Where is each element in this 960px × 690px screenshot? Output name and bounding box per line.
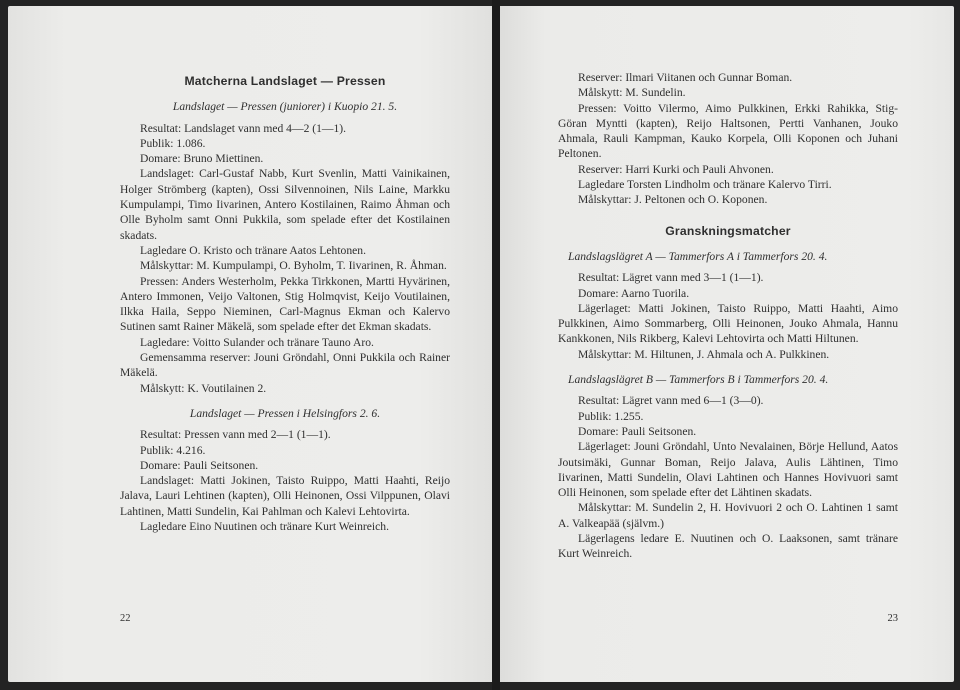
- section-heading: Granskningsmatcher: [665, 223, 791, 238]
- team-lineup: Landslaget: Matti Jokinen, Taisto Ruippo, Matti Haahti, Reijo Jalava, Lauri Lehtinen (kapten), Olli Heinonen, Ossi Vilppunen, Olavi Lahtinen, Matti Sundelin, Kai Pahlman och Kalevi Lehtovirta.: [120, 474, 450, 518]
- team-leader: Lagledare O. Kristo och tränare Aatos Lehtonen.: [140, 243, 366, 257]
- match-referee: Domare: Pauli Seitsonen.: [578, 424, 697, 438]
- match-referee: Domare: Aarno Tuorila.: [578, 286, 690, 300]
- match-result: Resultat: Landslaget vann med 4—2 (1—1).: [140, 121, 347, 135]
- match-scorers: Målskyttar: J. Peltonen och O. Koponen.: [578, 193, 768, 207]
- match-reserves: Reserver: Ilmari Viitanen och Gunnar Boman.: [578, 71, 793, 84]
- spacer: [120, 396, 450, 406]
- match-title: Landslaget — Pressen i Helsingfors 2. 6.: [189, 406, 381, 420]
- match-scorers: Målskytt: M. Sundelin.: [578, 86, 686, 100]
- section-heading: Matcherna Landslaget — Pressen: [184, 74, 386, 88]
- match-referee: Domare: Pauli Seitsonen.: [140, 458, 259, 472]
- team-lineup: Lägerlaget: Matti Jokinen, Taisto Ruippo, Matti Haahti, Aimo Pulkkinen, Aimo Sommarberg, Olli Heinonen, Jouko Ahmala, Hannu Kankkonen, Nils Rikberg, Kalevi Lehtovirta och Matti Hiltunen.: [558, 301, 898, 346]
- match-public: Publik: 1.086.: [140, 136, 206, 150]
- match-reserves: Reserver: Harri Kurki och Pauli Ahvonen.: [578, 162, 774, 176]
- match-result: Resultat: Lägret vann med 3—1 (1—1).: [578, 271, 764, 285]
- page-number: 22: [120, 613, 131, 624]
- match-title: Landslagslägret B — Tammerfors B i Tammerfors 20. 4.: [568, 373, 829, 387]
- match-scorers: Målskyttar: M. Hiltunen, J. Ahmala och A. Pulkkinen.: [578, 347, 830, 361]
- spacer: [558, 362, 898, 372]
- page-number: 23: [887, 613, 898, 624]
- left-text-column: [120, 68, 450, 534]
- team-leader: Lagledare: Voitto Sulander och tränare Tauno Aro.: [140, 335, 374, 349]
- right-page: [500, 6, 954, 682]
- match-public: Publik: 4.216.: [140, 443, 206, 457]
- book-gutter: [492, 0, 500, 690]
- right-text-column: [558, 70, 898, 562]
- match-scorers: Målskyttar: M. Kumpulampi, O. Byholm, T. Iivarinen, R. Åhman.: [140, 259, 447, 273]
- match-result: Resultat: Lägret vann med 6—1 (3—0).: [578, 394, 764, 408]
- team-lineup: Pressen: Voitto Vilermo, Aimo Pulkkinen, Erkki Rahikka, Stig-Göran Myntti (kapten), Reijo Haltsonen, Pertti Vanhanen, Jouko Ahmala, Rauli Kampman, Kauko Korpela, Olli Koponen och Juhani Peltonen.: [558, 101, 898, 161]
- team-lineup: Lägerlaget: Jouni Gröndahl, Unto Nevalainen, Börje Hellund, Aatos Joutsimäki, Gunnar Boman, Reijo Jalava, Aulis Lähtinen, Timo Iivarinen, Matti Sundelin, Olavi Lahtinen och Hannes Hovivuori samt Olli Heinonen, som spelade efter det Lähtinen skadats.: [558, 440, 898, 500]
- team-leader: Lagledare Eino Nuutinen och tränare Kurt Weinreich.: [140, 520, 389, 534]
- team-lineup: Landslaget: Carl-Gustaf Nabb, Kurt Svenlin, Matti Vainikainen, Holger Strömberg (kapten), Ossi Silvennoinen, Nils Laine, Markku Kumpulampi, Timo Iivarinen, Antero Kostilainen, Raimo Åhman och Olle Byholm samt Onni Pukkila, som spelade efter det Kostilainen skadats.: [120, 167, 450, 242]
- team-leader: Lägerlagens ledare E. Nuutinen och O. Laaksonen, samt tränare Kurt Weinreich.: [558, 532, 898, 561]
- spacer: [558, 208, 898, 218]
- team-leader: Lagledare Torsten Lindholm och tränare Kalervo Tirri.: [578, 178, 832, 192]
- match-title: Landslaget — Pressen (juniorer) i Kuopio 21. 5.: [172, 100, 398, 114]
- match-referee: Domare: Bruno Miettinen.: [140, 152, 264, 166]
- team-lineup: Pressen: Anders Westerholm, Pekka Tirkkonen, Martti Hyvärinen, Antero Immonen, Veijo Valtonen, Stig Holmqvist, Keijo Voutilainen, Ilkka Haila, Seppo Nieminen, Carl-Magnus Ekman och Kalervo Sutinen samt Rainer Mäkelä, som spelade efter det Ekman skadats.: [120, 274, 450, 334]
- match-scorers: Målskytt: K. Voutilainen 2.: [140, 381, 267, 395]
- match-result: Resultat: Pressen vann med 2—1 (1—1).: [140, 428, 331, 442]
- match-scorers: Målskyttar: M. Sundelin 2, H. Hovivuori 2 och O. Lahtinen 1 samt A. Valkeapää (självm.): [558, 501, 898, 530]
- match-title: Landslagslägret A — Tammerfors A i Tammerfors 20. 4.: [568, 249, 828, 263]
- match-public: Publik: 1.255.: [578, 409, 644, 423]
- match-reserves: Gemensamma reserver: Jouni Gröndahl, Onni Pukkila och Rainer Mäkelä.: [120, 351, 450, 380]
- left-page: [8, 6, 492, 682]
